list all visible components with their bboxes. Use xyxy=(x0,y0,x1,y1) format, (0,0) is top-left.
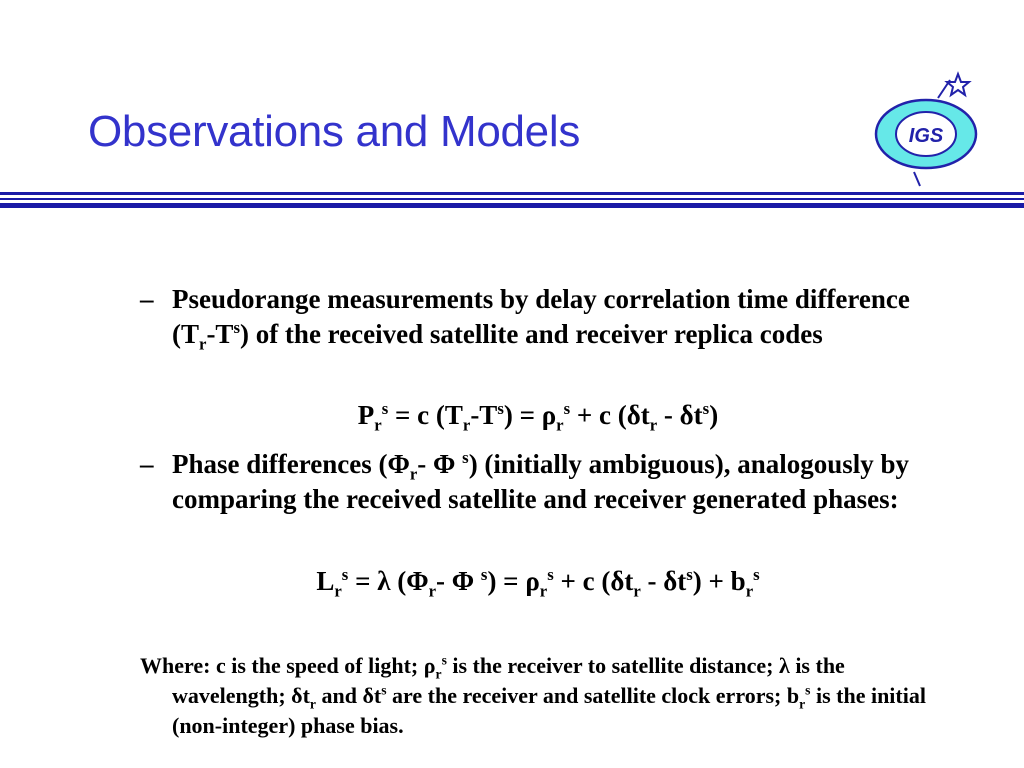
header-rule-bottom xyxy=(0,203,1024,208)
bullet-text: Phase differences ($\Phi_r-$ Φ $^s$) (initially ambiguous), analogously by comparing the received satellite and receiver generated phases: xyxy=(172,448,910,514)
logo-text: IGS xyxy=(908,125,944,147)
bullet-text: Pseudorange measurements by delay correlation time difference $(T_r-T^s)$ of the received satellite and receiver replica codes xyxy=(172,284,910,354)
equation-phase: $L_r^s = \lambda$ ($\Phi_r-$ Φ $^s) = \rho_r^s + c$ $(\delta t_r - \delta t^s) + b_r^s$ xyxy=(316,565,760,601)
igs-logo xyxy=(868,70,988,190)
header-rule-middle xyxy=(0,198,1024,200)
equation-pseudorange: $P_r^s = c$ $(T_r-T^s) = \rho_r^s + c$ $(\delta t_r - \delta t^s)$ xyxy=(357,399,719,435)
logo-tail xyxy=(914,172,920,186)
where-definitions: Where: c is the speed of light; $\rho_r^s$ is the receiver to satellite distance; λ is the wavelength; $\delta t_r$ and $\delta t^s$ are the receiver and satellite clock errors; $b_r^s$ is the initial (non-integer) phase bias. xyxy=(140,652,926,738)
header-rule-top xyxy=(0,192,1024,195)
bullet-phase xyxy=(130,447,930,517)
bullet-marker: – xyxy=(140,284,154,314)
bullet-marker: – xyxy=(140,449,154,479)
slide-title: Observations and Models xyxy=(88,107,581,156)
star-icon xyxy=(947,74,969,95)
bullet-pseudorange xyxy=(130,282,930,352)
